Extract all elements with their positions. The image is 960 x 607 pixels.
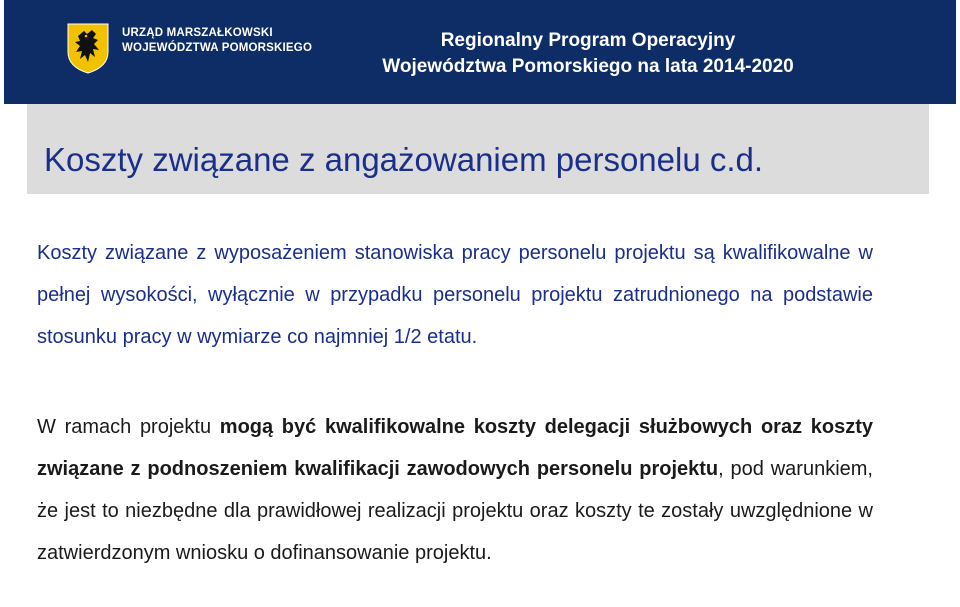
logo-line1: URZĄD MARSZAŁKOWSKI	[122, 27, 273, 39]
program-title	[308, 28, 868, 80]
program-line2: Województwa Pomorskiego na lata 2014-2020	[382, 56, 794, 77]
logo-text	[122, 26, 312, 56]
header-banner	[4, 0, 956, 104]
coat-of-arms-logo	[66, 22, 110, 79]
slide-title: Koszty związane z angażowaniem personelu c.d.	[44, 141, 764, 178]
paragraph-equipment-costs: Koszty związane z wyposażeniem stanowiska pracy personelu projektu są kwalifikowalne w pełnej wysokości, wyłącznie w przypadku personelu projektu zatrudnionego na podstawie stosunku pracy w wymiarze co najmniej 1/2 etatu.	[37, 242, 873, 348]
paragraph2-bold: mogą być kwalifikowalne koszty delegacji służbowych oraz koszty związane z podnoszeniem kwalifikacji zawodowych personelu projektu	[37, 416, 873, 480]
paragraph2-part1: W ramach projektu	[37, 416, 220, 438]
paragraph2-part3: , pod warunkiem, że jest to niezbędne dla prawidłowej realizacji projektu oraz koszty te zostały uwzględnione w zatwierdzonym wniosku o dofinansowanie projektu.	[37, 458, 873, 564]
paragraph-delegation-costs	[37, 406, 873, 574]
logo-line2: WOJEWÓDZTWA POMORSKIEGO	[122, 42, 313, 54]
program-line1: Regionalny Program Operacyjny	[440, 30, 736, 51]
